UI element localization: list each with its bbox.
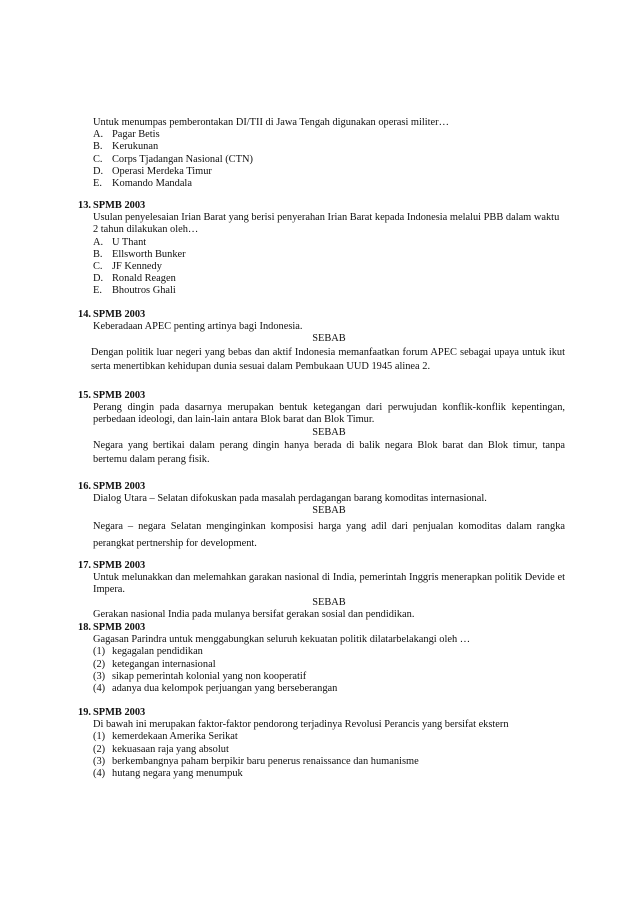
question-reason: Gerakan nasional India pada mulanya bersifat gerakan sosial dan pendidikan.: [93, 608, 415, 620]
question-source: SPMB 2003: [93, 707, 146, 718]
option-1: (1) kemerdekaan Amerika Serikat: [93, 731, 238, 743]
question-13: [78, 200, 565, 298]
question-number: 17.: [78, 560, 91, 571]
question-16: [78, 481, 565, 552]
question-number: 16.: [78, 481, 91, 492]
option-a: A. Pagar Betis: [93, 129, 160, 141]
question-14: [78, 309, 565, 374]
sebab-label: SEBAB: [312, 505, 346, 517]
sebab-label: SEBAB: [312, 596, 346, 608]
sebab-label: SEBAB: [312, 426, 346, 438]
option-d: D. Ronald Reagen: [93, 273, 176, 285]
option-2: (2) kekuasaan raja yang absolut: [93, 743, 229, 755]
question-statement: Keberadaan APEC penting artinya bagi Indonesia.: [93, 321, 303, 333]
question-stem: Usulan penyelesaian Irian Barat yang berisi penyerahan Irian Barat kepada Indonesia melalui PBB dalam waktu 2 tahun dilakukan oleh…: [93, 212, 560, 236]
question-number: 14.: [78, 309, 91, 320]
question-stem: Untuk menumpas pemberontakan DI/TII di Jawa Tengah digunakan operasi militer…: [93, 117, 450, 128]
question-reason: Negara – negara Selatan menginginkan komposisi harga yang adil dari penjualan komoditas dalam rangka perangkat pertnership for development.: [93, 520, 565, 549]
question-number: 19.: [78, 707, 91, 718]
question-12: [78, 117, 565, 190]
option-c: C. Corps Tjadangan Nasional (CTN): [93, 153, 253, 165]
option-3: (3) sikap pemerintah kolonial yang non kooperatif: [93, 670, 307, 682]
question-source: SPMB 2003: [93, 622, 146, 633]
option-e: E. Komando Mandala: [93, 178, 192, 190]
option-1: (1) kegagalan pendidikan: [93, 646, 203, 658]
option-2: (2) ketegangan internasional: [93, 658, 216, 670]
question-reason: Dengan politik luar negeri yang bebas dan aktif Indonesia memanfaatkan forum APEC sebagai upaya untuk ikut serta menertibkan kehidupan dunia sesuai dalam Pembukaan UUD 1945 alinea 2.: [91, 346, 565, 372]
option-c: C. JF Kennedy: [93, 261, 162, 273]
question-19: [78, 707, 565, 780]
question-statement: Dialog Utara – Selatan difokuskan pada masalah perdagangan barang komoditas internasional.: [93, 493, 487, 505]
question-number: 15.: [78, 390, 91, 401]
question-number: 18.: [78, 622, 91, 633]
option-b: B. Ellsworth Bunker: [93, 248, 186, 260]
question-15: [78, 390, 565, 467]
question-18: [78, 622, 565, 695]
option-3: (3) berkembangnya paham berpikir baru penerus renaissance dan humanisme: [93, 755, 419, 767]
question-number: 13.: [78, 200, 91, 211]
option-4: (4) adanya dua kelompok perjuangan yang berseberangan: [93, 683, 338, 695]
question-source: SPMB 2003: [93, 481, 146, 492]
question-statement: Perang dingin pada dasarnya merupakan bentuk ketegangan dari perwujudan konflik-konflik kepentingan, perbedaan ideologi, dan lain-lain antara Blok barat dan Blok Timur.: [93, 402, 565, 426]
question-source: SPMB 2003: [93, 560, 146, 571]
question-stem: Di bawah ini merupakan faktor-faktor pendorong terjadinya Revolusi Perancis yang bersifat ekstern: [93, 719, 509, 731]
option-b: B. Kerukunan: [93, 141, 159, 153]
option-e: E. Bhoutros Ghali: [93, 285, 176, 297]
option-d: D. Operasi Merdeka Timur: [93, 165, 212, 177]
question-statement: Untuk melunakkan dan melemahkan garakan nasional di India, pemerintah Inggris menerapkan politik Devide et Impera.: [93, 572, 565, 596]
question-17: [78, 560, 565, 621]
option-a: A. U Thant: [93, 236, 147, 248]
sebab-label: SEBAB: [312, 333, 346, 345]
question-reason: Negara yang bertikai dalam perang dingin hanya berada di balik negara Blok barat dan Blok timur, tanpa bertemu dalam perang fisik.: [93, 439, 565, 465]
question-source: SPMB 2003: [93, 390, 146, 401]
question-stem: Gagasan Parindra untuk menggabungkan seluruh kekuatan politik dilatarbelakangi oleh …: [93, 634, 471, 646]
question-source: SPMB 2003: [93, 200, 146, 211]
option-4: (4) hutang negara yang menumpuk: [93, 768, 243, 780]
question-source: SPMB 2003: [93, 309, 146, 320]
